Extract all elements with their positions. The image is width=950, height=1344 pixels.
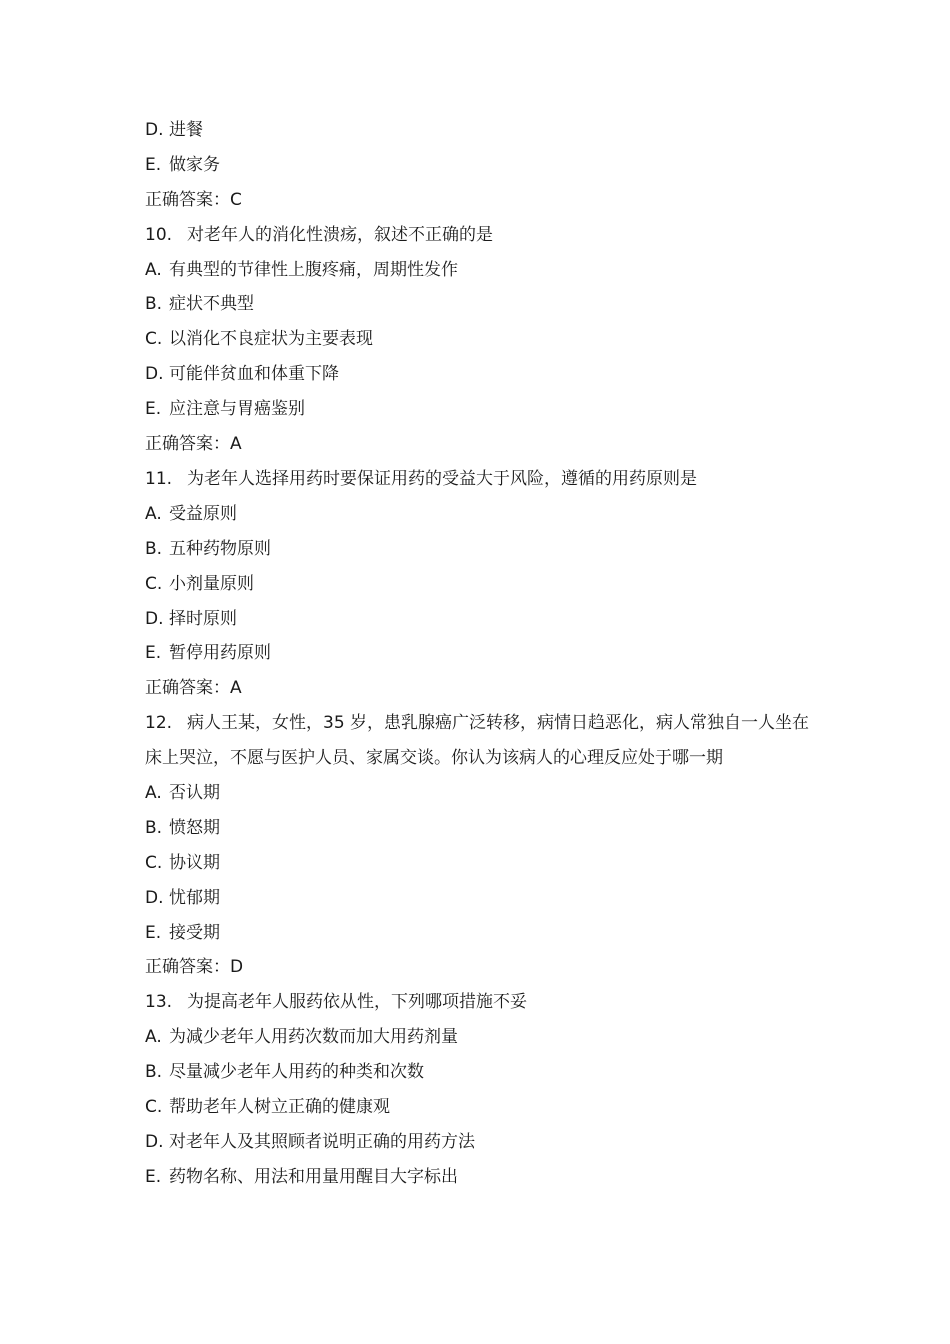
option-text: 协议期	[169, 852, 220, 873]
option-line	[145, 811, 815, 846]
option-letter: A.	[145, 503, 162, 524]
option-text: 小剂量原则	[169, 573, 254, 594]
option-text: 尽量减少老年人用药的种类和次数	[169, 1062, 424, 1083]
option-text: 应注意与胃癌鉴别	[169, 399, 305, 420]
option-line	[145, 392, 815, 427]
option-text: 症状不典型	[169, 294, 254, 315]
question-stem	[145, 985, 815, 1020]
option-text: 为减少老年人用药次数而加大用药剂量	[169, 1027, 458, 1048]
option-letter: D.	[145, 608, 164, 629]
option-line	[145, 602, 815, 637]
option-letter: A.	[145, 259, 162, 280]
question-text: 对老年人的消化性溃疡，叙述不正确的是	[187, 224, 493, 245]
option-text: 帮助老年人树立正确的健康观	[169, 1097, 390, 1118]
option-text: 暂停用药原则	[169, 643, 271, 664]
option-letter: E.	[145, 399, 162, 420]
option-letter: C.	[145, 1097, 163, 1118]
option-line	[145, 916, 815, 951]
option-letter: D.	[145, 364, 164, 385]
option-line	[145, 113, 815, 148]
option-text: 药物名称、用法和用量用醒目大字标出	[169, 1166, 458, 1187]
option-line	[145, 636, 815, 671]
option-text: 受益原则	[169, 503, 237, 524]
option-text: 五种药物原则	[169, 538, 271, 559]
option-letter: E.	[145, 1166, 162, 1187]
option-letter: B.	[145, 1062, 163, 1083]
question-text: 病人王某，女性，35 岁，患乳腺癌广泛转移，病情日趋恶化，病人常独自一人坐在床上哭泣，不愿与医护人员、家属交谈。你认为该病人的心理反应处于哪一期	[145, 713, 810, 769]
option-text: 愤怒期	[169, 817, 220, 838]
option-line	[145, 776, 815, 811]
answer-line	[145, 671, 815, 706]
answer-line	[145, 950, 815, 985]
option-line	[145, 532, 815, 567]
question-number: 13.	[145, 992, 173, 1013]
question-stem	[145, 462, 815, 497]
option-line	[145, 253, 815, 288]
answer-line	[145, 183, 815, 218]
option-text: 可能伴贫血和体重下降	[169, 364, 339, 385]
option-text: 忧郁期	[169, 887, 220, 908]
question-number: 12.	[145, 713, 173, 734]
option-line	[145, 287, 815, 322]
option-text: 以消化不良症状为主要表现	[169, 329, 373, 350]
option-letter: D.	[145, 887, 164, 908]
answer-value: A	[230, 434, 242, 455]
question-text: 为老年人选择用药时要保证用药的受益大于风险，遵循的用药原则是	[187, 468, 697, 489]
option-line	[145, 1125, 815, 1160]
option-line	[145, 567, 815, 602]
answer-label: 正确答案：	[145, 957, 230, 978]
option-letter: B.	[145, 294, 163, 315]
option-letter: B.	[145, 817, 163, 838]
option-letter: D.	[145, 120, 164, 140]
option-letter: A.	[145, 1027, 162, 1048]
question-stem	[145, 218, 815, 253]
answer-line	[145, 427, 815, 462]
question-text: 为提高老年人服药依从性，下列哪项措施不妥	[187, 992, 527, 1013]
answer-label: 正确答案：	[145, 189, 230, 210]
option-line	[145, 148, 815, 183]
question-number: 10.	[145, 224, 173, 245]
option-text: 进餐	[169, 120, 203, 140]
answer-value: C	[230, 189, 242, 210]
option-letter: D.	[145, 1131, 164, 1152]
option-text: 否认期	[169, 782, 220, 803]
option-letter: E.	[145, 154, 162, 175]
option-letter: C.	[145, 573, 163, 594]
option-text: 接受期	[169, 922, 220, 943]
answer-label: 正确答案：	[145, 434, 230, 455]
option-line	[145, 881, 815, 916]
question-stem	[145, 706, 815, 776]
option-text: 对老年人及其照顾者说明正确的用药方法	[169, 1131, 475, 1152]
question-number: 11.	[145, 468, 173, 489]
option-line	[145, 1160, 815, 1195]
option-letter: E.	[145, 643, 162, 664]
answer-value: A	[230, 678, 242, 699]
option-line	[145, 1020, 815, 1055]
option-text: 择时原则	[169, 608, 237, 629]
option-letter: C.	[145, 329, 163, 350]
option-line	[145, 846, 815, 881]
document-page	[145, 113, 815, 1195]
option-letter: B.	[145, 538, 163, 559]
option-line	[145, 1055, 815, 1090]
option-line	[145, 1090, 815, 1125]
option-text: 有典型的节律性上腹疼痛，周期性发作	[169, 259, 458, 280]
option-text: 做家务	[169, 154, 220, 175]
option-letter: E.	[145, 922, 162, 943]
option-line	[145, 357, 815, 392]
option-letter: C.	[145, 852, 163, 873]
option-line	[145, 497, 815, 532]
option-line	[145, 322, 815, 357]
answer-value: D	[230, 957, 244, 978]
answer-label: 正确答案：	[145, 678, 230, 699]
option-letter: A.	[145, 782, 162, 803]
